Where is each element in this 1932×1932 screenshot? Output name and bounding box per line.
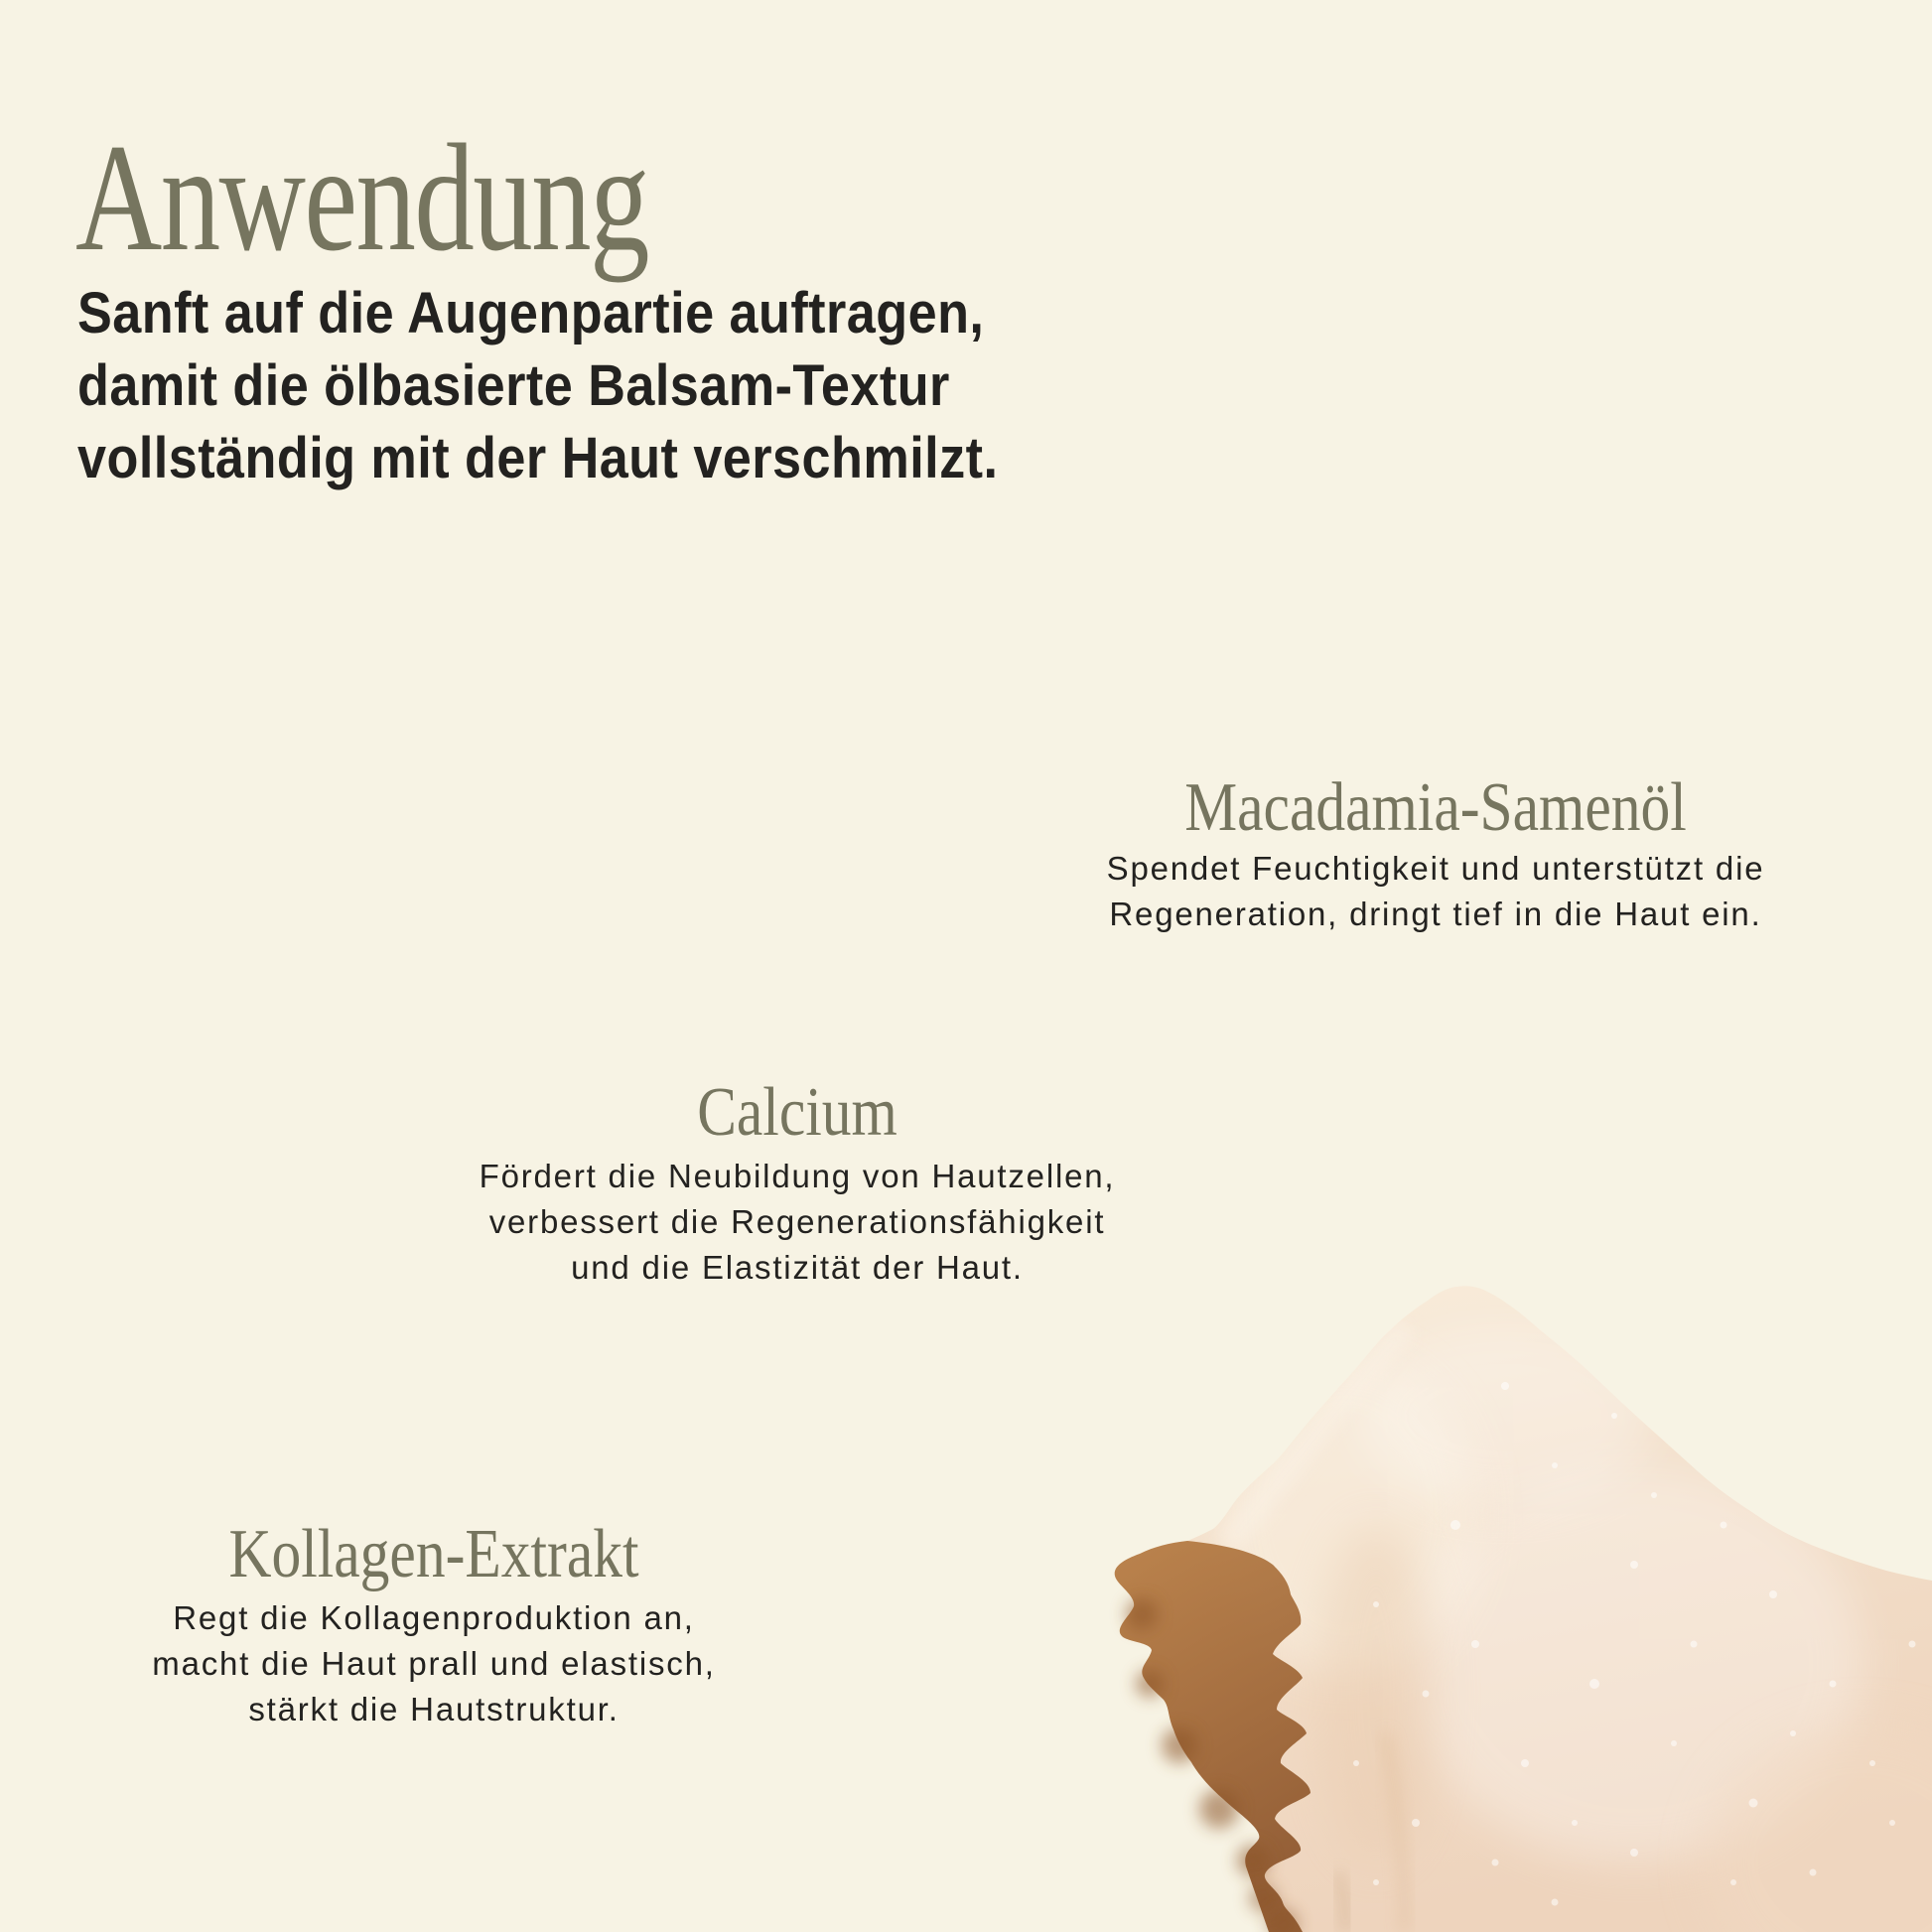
ingredient-name-macadamia: Macadamia-Samenöl <box>1184 769 1687 846</box>
ingredient-name-kollagen: Kollagen-Extrakt <box>228 1516 639 1592</box>
balm-texture-image <box>1078 1267 1932 1932</box>
desc-line: und die Elastizität der Haut. <box>571 1249 1024 1286</box>
desc-line: Fördert die Neubildung von Hautzellen, <box>479 1158 1116 1194</box>
intro-line: Sanft auf die Augenpartie auftragen, <box>77 281 985 345</box>
intro-paragraph <box>77 277 998 494</box>
intro-line: vollständig mit der Haut verschmilzt. <box>77 426 999 490</box>
ingredient-desc-macadamia <box>1038 846 1833 937</box>
desc-line: stärkt die Hautstruktur. <box>248 1691 620 1727</box>
ingredient-desc-calcium <box>400 1154 1194 1291</box>
desc-line: Regeneration, dringt tief in die Haut ein. <box>1109 896 1762 932</box>
desc-line: Spendet Feuchtigkeit und unterstützt die <box>1106 850 1765 887</box>
ingredient-desc-kollagen <box>37 1595 831 1732</box>
intro-line: damit die ölbasierte Balsam-Textur <box>77 353 950 418</box>
desc-line: verbessert die Regenerationsfähigkeit <box>488 1203 1106 1240</box>
ingredient-name-calcium: Calcium <box>697 1074 897 1151</box>
desc-line: macht die Haut prall und elastisch, <box>152 1645 716 1682</box>
page-title: Anwendung <box>75 112 648 283</box>
desc-line: Regt die Kollagenproduktion an, <box>173 1599 695 1636</box>
